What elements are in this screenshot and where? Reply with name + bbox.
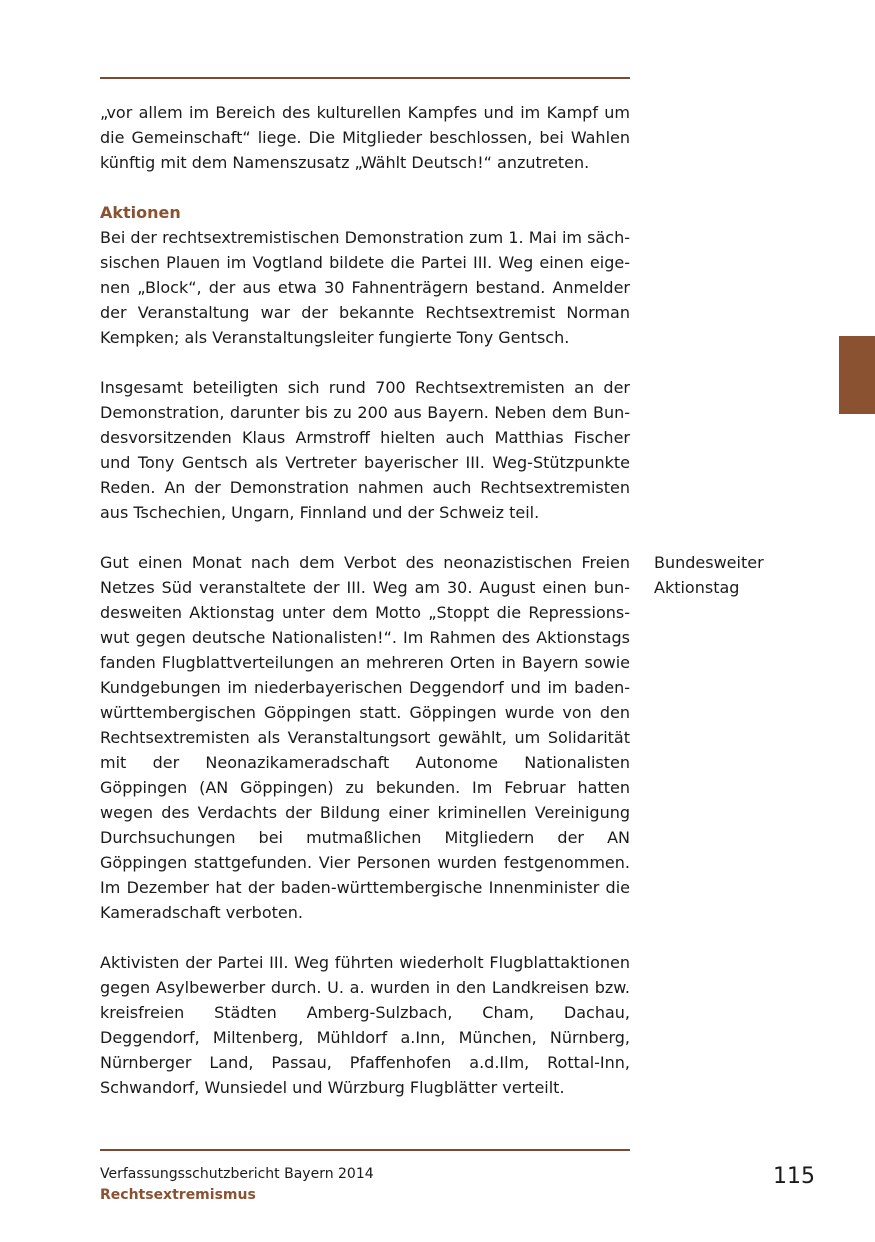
bottom-rule [100, 1149, 630, 1151]
margin-note-line-1: Bundesweiter [654, 553, 764, 572]
body-text [100, 100, 630, 1100]
intro-paragraph: „vor allem im Bereich des kulturellen Kampfes und im Kampf um die Gemeinschaft“ liege. Die Mitglieder beschlossen, bei Wahlen künftig mit dem Namenszusatz „Wählt Deutsch!“ anzutreten. [100, 103, 630, 172]
footer [100, 1164, 630, 1206]
top-rule [100, 77, 630, 79]
paragraph-flugblatt: Aktivisten der Partei III. Weg führten wiederholt Flugblattaktionen gegen Asylbewerber durch. U. a. wurden in den Landkreisen bzw. kreisfreien Städten Amberg-Sulzbach, Cham, Dachau, Deggendorf, Miltenberg, Mühldorf a.Inn, München, Nürnberg, Nürnberger Land, Passau, Pfaffenhofen a.d.Ilm, Rottal-Inn, Schwandorf, Wunsiedel und Würzburg Flugblätter verteilt. [100, 953, 630, 1097]
paragraph-participants: Insgesamt beteiligten sich rund 700 Rechtsextremisten an der Demonstration, darunter bis zu 200 aus Bayern. Neben dem Bundesvorsitzenden Klaus Armstroff hielten auch Matthias Fischer und Tony Gentsch als Vertreter bayerischer III. Weg-Stützpunkte Reden. An der Demonstration nahmen auch Rechtsextremisten aus Tschechien, Ungarn, Finnland und der Schweiz teil. [100, 378, 630, 522]
section-heading: Aktionen [100, 203, 181, 222]
margin-note-line-2: Aktionstag [654, 578, 740, 597]
page-number: 115 [773, 1164, 815, 1189]
margin-note [654, 550, 834, 600]
footer-section-name: Rechtsextremismus [100, 1187, 256, 1203]
chapter-tab-marker [839, 336, 875, 414]
paragraph-aktionstag: Gut einen Monat nach dem Verbot des neonazistischen Freien Netzes Süd veranstaltete der III. Weg am 30. August einen bundesweiten Aktionstag unter dem Motto „Stoppt die Repressionswut gegen deutsche Nationalisten!“. Im Rahmen des Aktionstags fanden Flugblattverteilungen an mehreren Orten in Bayern sowie Kundgebungen im niederbayerischen Deggendorf und im baden-württembergischen Göppingen statt. Göppingen wurde von den Rechtsextremisten als Veranstaltungsort gewählt, um Solidarität mit der Neonazikameradschaft Autonome Nationalisten Göppingen (AN Göppingen) zu bekunden. Im Februar hatten wegen des Verdachts der Bildung einer kriminellen Vereinigung Durchsuchungen bei mutmaßlichen Mitgliedern der AN Göppingen stattgefunden. Vier Personen wurden festgenommen. Im Dezember hat der baden-württembergische Innenminister die Kameradschaft verboten. [100, 553, 630, 922]
paragraph-demonstration: Bei der rechtsextremistischen Demonstration zum 1. Mai im sächsischen Plauen im Vogtland bildete die Partei III. Weg einen eigenen „Block“, der aus etwa 30 Fahnenträgern bestand. Anmelder der Veranstaltung war der bekannte Rechtsextremist Norman Kempken; als Veranstaltungsleiter fungierte Tony Gentsch. [100, 228, 630, 347]
footer-report-title: Verfassungsschutzbericht Bayern 2014 [100, 1166, 374, 1182]
